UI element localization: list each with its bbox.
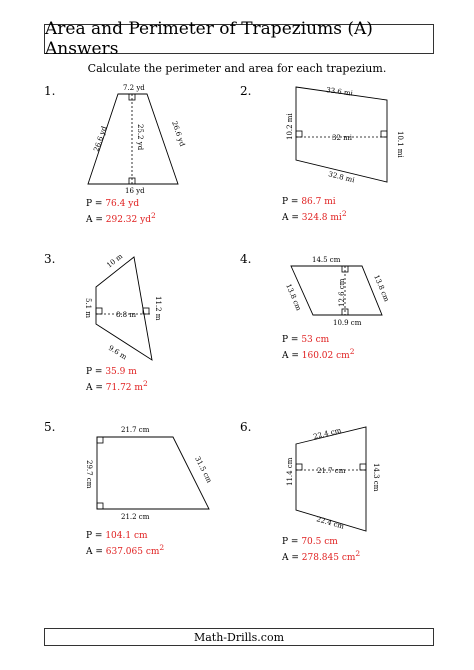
label-height-2: 32 mi <box>332 134 353 142</box>
area-label: A = <box>282 553 302 563</box>
perimeter-label: P = <box>282 335 302 345</box>
perimeter-answer: 104.1 cm <box>105 531 148 541</box>
perimeter-label: P = <box>86 367 106 377</box>
perimeter-label: P = <box>282 197 302 207</box>
area-label: A = <box>86 215 106 225</box>
answers-6 <box>282 536 360 564</box>
footer-box <box>44 628 434 646</box>
label-right-1: 26.6 yd <box>170 120 187 148</box>
trapezium-6 <box>296 427 366 531</box>
area-answer: 292.32 yd <box>105 215 151 225</box>
label-right-5: 31.5 cm <box>193 455 214 485</box>
label-top-1: 7.2 yd <box>123 84 145 92</box>
area-answer: 324.8 mi <box>301 213 342 223</box>
problem-3-number: 3. <box>44 252 56 266</box>
area-label: A = <box>282 351 302 361</box>
label-right-6: 14.3 cm <box>372 463 380 492</box>
label-bottom-1: 16 yd <box>125 187 145 195</box>
label-left-2: 10.2 mi <box>286 113 294 140</box>
label-left-1: 26.6 yd <box>92 125 109 153</box>
area-exponent: 2 <box>142 379 148 388</box>
label-top-4: 14.5 cm <box>312 256 341 264</box>
problem-1-number: 1. <box>44 84 56 98</box>
problem-6-number: 6. <box>240 420 252 434</box>
label-height-3: 8.8 m <box>116 311 136 319</box>
area-answer: 71.72 m <box>105 383 143 393</box>
area-exponent: 2 <box>355 549 361 558</box>
perimeter-answer: 76.4 yd <box>105 199 140 209</box>
area-answer: 637.065 cm <box>105 547 160 557</box>
label-left-3: 5.1 m <box>84 298 92 318</box>
perimeter-answer: 35.9 m <box>105 367 137 377</box>
right-angle-marker <box>360 464 366 470</box>
footer-link[interactable]: Math-Drills.com <box>193 630 285 644</box>
label-top-2: 33.6 mi <box>325 86 354 98</box>
label-bottom-6: 22.4 cm <box>315 515 345 531</box>
label-right-4: 13.8 cm <box>372 273 391 303</box>
area-exponent: 2 <box>349 347 355 356</box>
label-top-5: 21.7 cm <box>121 426 150 434</box>
perimeter-label: P = <box>86 199 106 209</box>
problem-4-number: 4. <box>240 252 252 266</box>
perimeter-answer: 70.5 cm <box>301 537 338 547</box>
label-left-5: 29.7 cm <box>85 460 93 489</box>
label-bottom-2: 32.8 mi <box>327 170 356 185</box>
page-title: Area and Perimeter of Trapeziums (A) Answers <box>45 19 373 59</box>
label-bottom-4: 10.9 cm <box>333 319 362 327</box>
label-right-2: 10.1 mi <box>396 131 404 158</box>
area-label: A = <box>86 547 106 557</box>
instructions: Calculate the perimeter and area for each trapezium. <box>87 62 387 75</box>
area-exponent: 2 <box>150 211 156 220</box>
label-bottom-5: 21.2 cm <box>121 513 150 521</box>
area-answer: 278.845 cm <box>301 553 356 563</box>
area-answer: 160.02 cm <box>301 351 350 361</box>
label-top-6: 22.4 cm <box>312 426 343 441</box>
perimeter-label: P = <box>86 531 106 541</box>
label-height-1: 25.2 yd <box>136 124 144 151</box>
problem-2-number: 2. <box>240 84 252 98</box>
right-angle-marker <box>296 464 302 470</box>
perimeter-label: P = <box>282 537 302 547</box>
problem-5-number: 5. <box>44 420 56 434</box>
perimeter-answer: 86.7 mi <box>301 197 336 207</box>
label-bottom-3: 9.6 m <box>106 343 129 362</box>
label-top-3: 10 m <box>105 252 125 270</box>
label-height-4: 12.6 cm <box>338 278 346 307</box>
area-label: A = <box>86 383 106 393</box>
label-height-6: 21.7 cm <box>317 467 346 475</box>
perimeter-answer: 53 cm <box>301 335 330 345</box>
label-left-4: 13.8 cm <box>284 282 303 312</box>
label-right-3: 11.2 m <box>154 296 162 321</box>
label-left-6: 11.4 cm <box>286 457 294 486</box>
area-label: A = <box>282 213 302 223</box>
area-exponent: 2 <box>159 543 165 552</box>
area-exponent: 2 <box>341 209 347 218</box>
